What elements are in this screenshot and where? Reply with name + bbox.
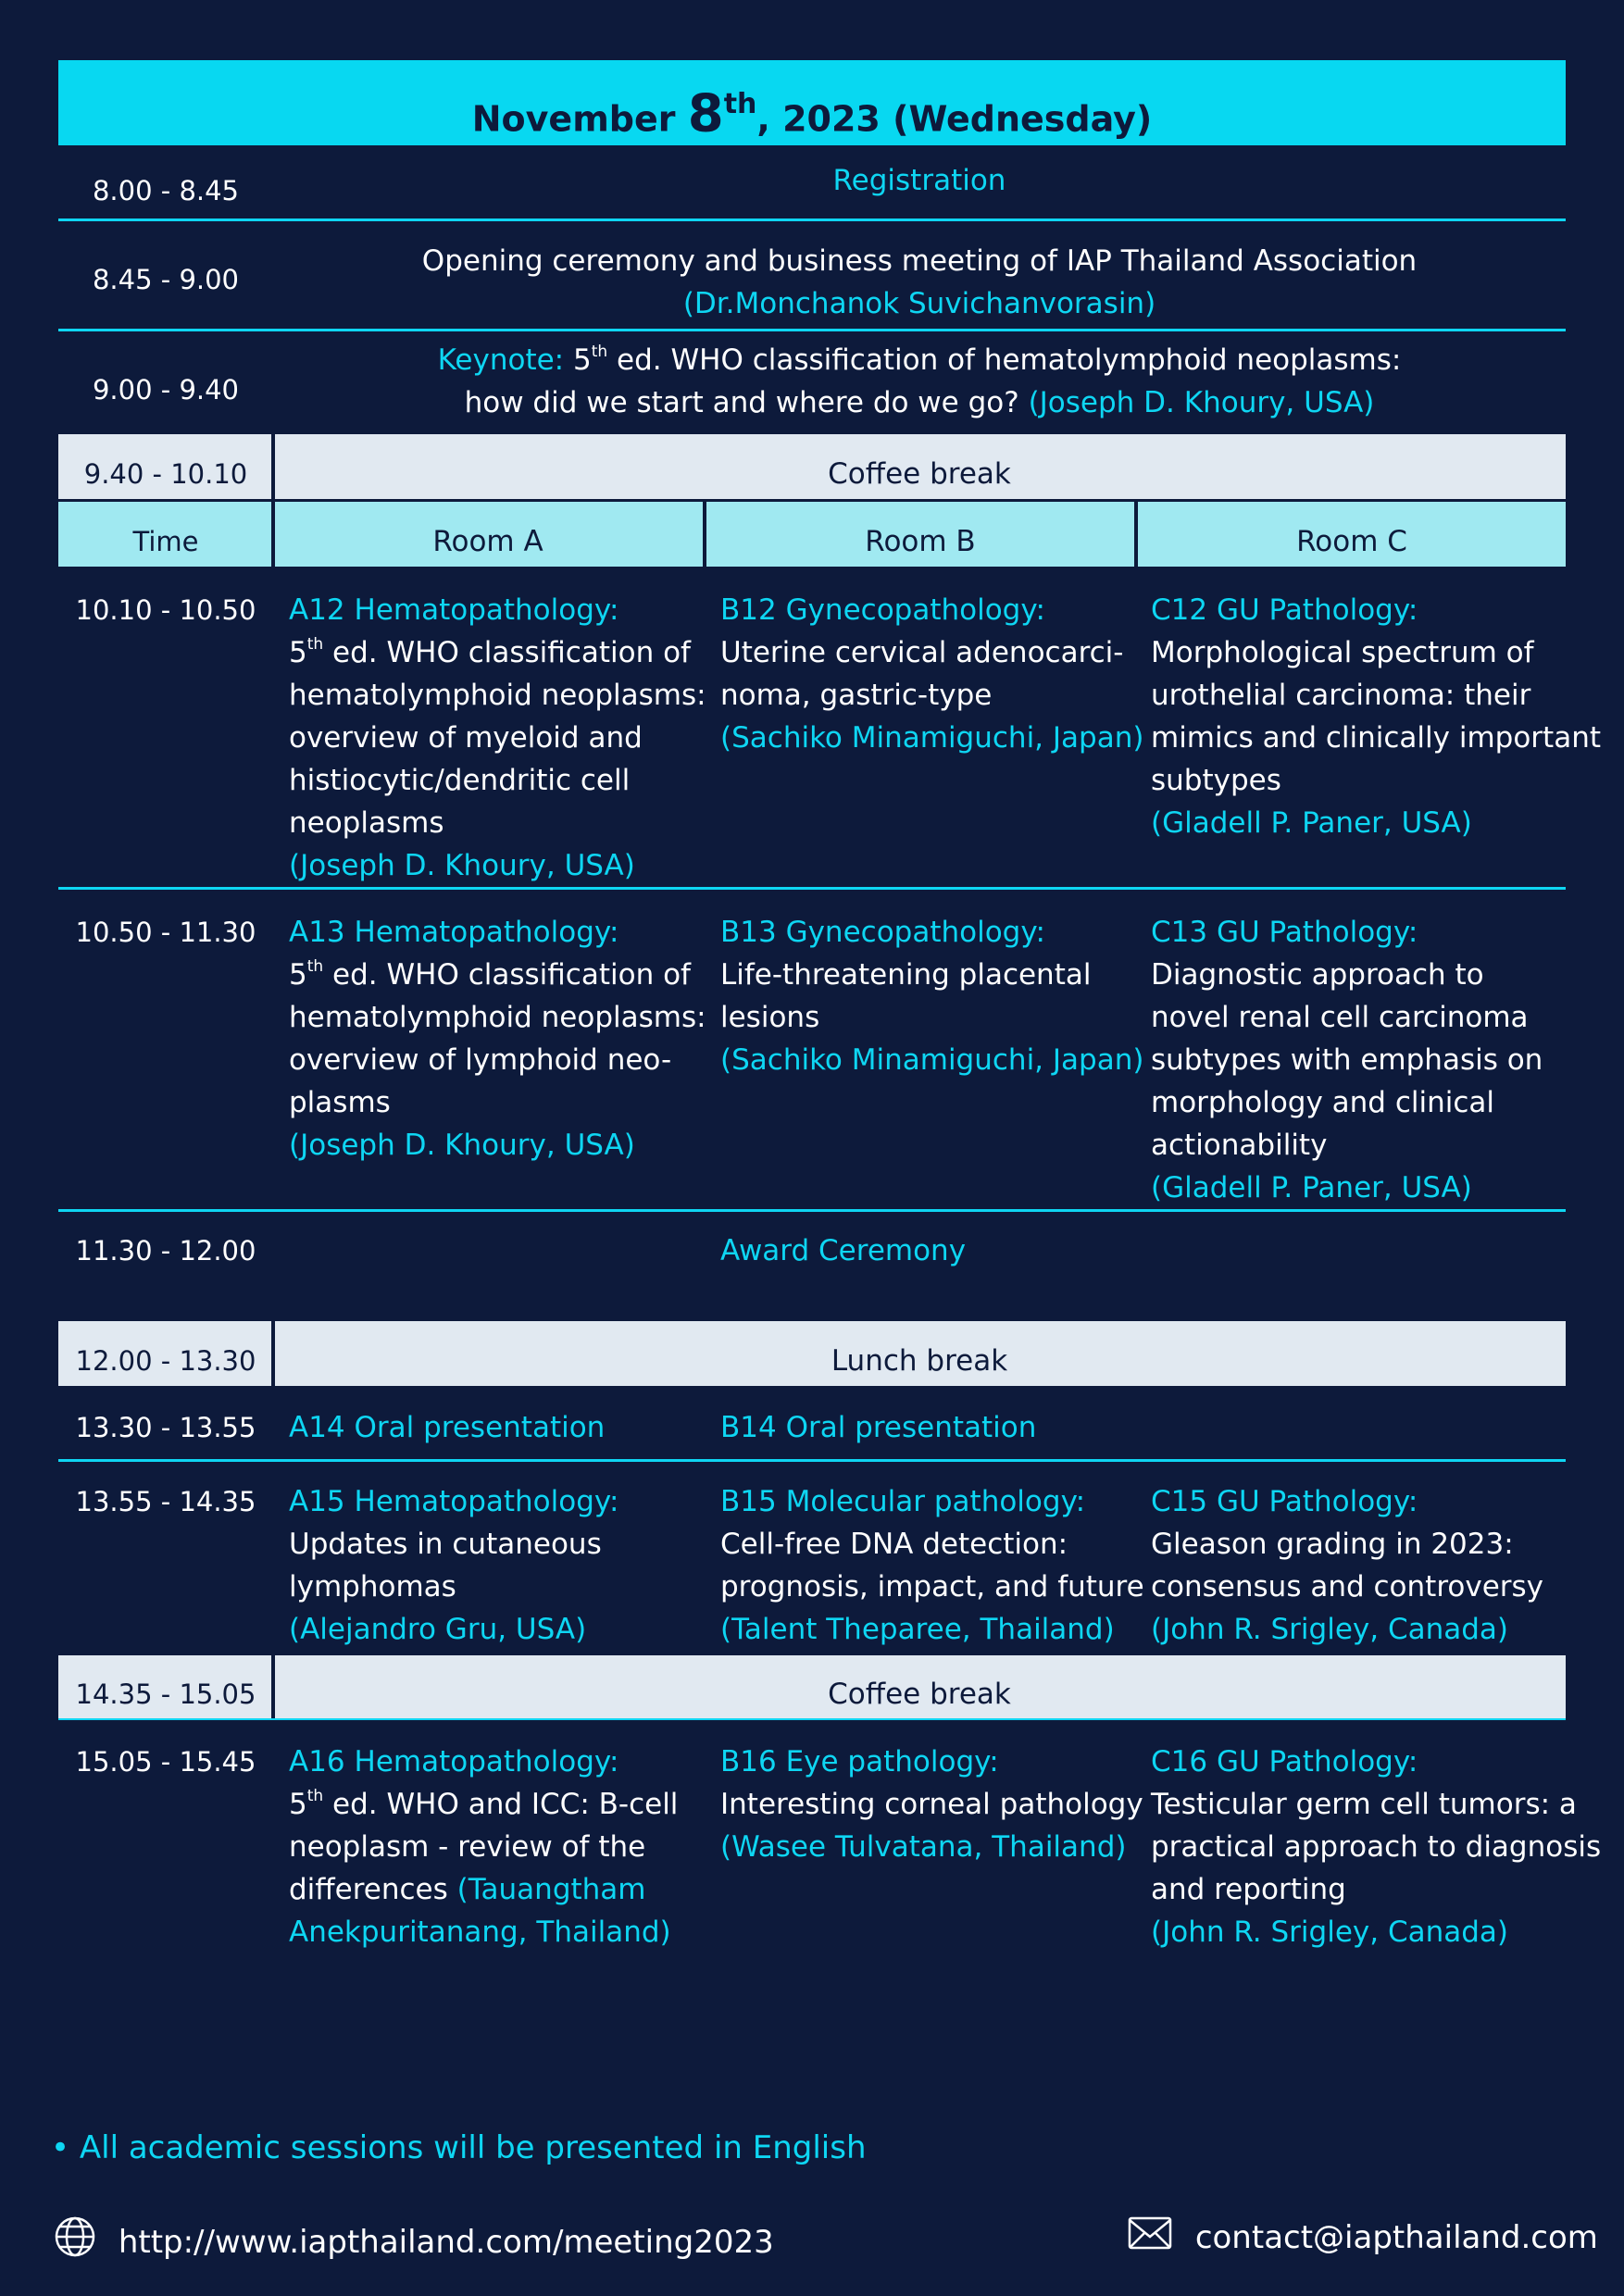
- session-b16: [720, 1741, 1146, 1868]
- oral-a14: A14 Oral presentation: [289, 1411, 606, 1444]
- header-rest: , 2023 (Wednesday): [756, 98, 1153, 140]
- session-text: hematolymphoid neoplasms:: [289, 679, 706, 712]
- session-b13: [720, 911, 1146, 1081]
- column-header-room-b: Room B: [865, 525, 976, 558]
- session-title: A15 Hematopathology:: [289, 1485, 619, 1518]
- session-b12: [720, 589, 1146, 759]
- keynote-label: Keynote:: [437, 343, 565, 377]
- time-label: 9.00 - 9.40: [92, 374, 240, 406]
- divider: [58, 1209, 1566, 1212]
- session-title: B12 Gynecopathology:: [720, 593, 1045, 627]
- time-label: 12.00 - 13.30: [75, 1345, 256, 1377]
- session-text: urothelial carcinoma: their: [1151, 679, 1531, 712]
- row-keynote: [58, 339, 1566, 431]
- globe-icon: [53, 2215, 97, 2272]
- time-label: 15.05 - 15.45: [75, 1746, 256, 1778]
- session-text: novel renal cell carcinoma: [1151, 1001, 1529, 1034]
- website-link[interactable]: [53, 2215, 774, 2272]
- keynote-num: 5: [572, 343, 592, 377]
- session-speaker: (Tauangtham: [456, 1873, 646, 1906]
- session-speaker: (Sachiko Minamiguchi, Japan): [720, 1043, 1144, 1077]
- keynote-num-suffix: th: [591, 342, 608, 361]
- oral-b14: B14 Oral presentation: [720, 1411, 1037, 1444]
- divider: [58, 887, 1566, 890]
- session-text: Gleason grading in 2023:: [1151, 1528, 1514, 1561]
- session-text: morphology and clinical: [1151, 1086, 1495, 1119]
- award-title: Award Ceremony: [720, 1234, 967, 1267]
- session-c13: [1151, 911, 1563, 1209]
- session-text: subtypes with emphasis on: [1151, 1043, 1543, 1077]
- session-text: differences: [289, 1873, 457, 1906]
- session-title: A13 Hematopathology:: [289, 916, 619, 949]
- session-text: ed. WHO classification of: [323, 636, 691, 669]
- session-title: B15 Molecular pathology:: [720, 1485, 1086, 1518]
- session-text: Morphological spectrum of: [1151, 636, 1534, 669]
- session-text: histiocytic/dendritic cell: [289, 764, 631, 797]
- session-title: Coffee break: [828, 457, 1011, 491]
- session-a12: [289, 589, 706, 887]
- session-text: subtypes: [1151, 764, 1281, 797]
- time-label: 13.55 - 14.35: [75, 1486, 256, 1517]
- keynote-speaker: (Joseph D. Khoury, USA): [1028, 386, 1375, 419]
- session-c12: [1151, 589, 1601, 844]
- opening-speaker: (Dr.Monchanok Suvichanvorasin): [682, 287, 1156, 320]
- column-separator: [271, 1321, 275, 1386]
- session-text: prognosis, impact, and future: [720, 1570, 1144, 1603]
- time-label: 9.40 - 10.10: [83, 458, 248, 490]
- session-speaker: Anekpuritanang, Thailand): [289, 1915, 671, 1949]
- header-day: 8: [687, 83, 724, 144]
- session-speaker: (John R. Srigley, Canada): [1151, 1915, 1509, 1949]
- column-separator: [271, 502, 275, 567]
- session-text: overview of myeloid and: [289, 721, 643, 755]
- session-speaker: (Wasee Tulvatana, Thailand): [720, 1830, 1127, 1864]
- session-a15: [289, 1480, 706, 1651]
- column-separator: [703, 502, 706, 567]
- session-text: practical approach to diagnosis: [1151, 1830, 1602, 1864]
- session-speaker: (Joseph D. Khoury, USA): [289, 849, 635, 882]
- keynote-text: [273, 339, 1566, 424]
- session-title: C13 GU Pathology:: [1151, 916, 1418, 949]
- time-label: 8.00 - 8.45: [92, 175, 240, 206]
- session-speaker: (John R. Srigley, Canada): [1151, 1613, 1509, 1646]
- session-title: B16 Eye pathology:: [720, 1745, 999, 1778]
- session-speaker: (Alejandro Gru, USA): [289, 1613, 587, 1646]
- time-label: 11.30 - 12.00: [75, 1235, 256, 1267]
- session-text: Cell-free DNA detection:: [720, 1528, 1068, 1561]
- row-room-header: [58, 502, 1566, 567]
- session-text: Interesting corneal pathology: [720, 1788, 1143, 1821]
- row-coffee-break: [58, 434, 1566, 499]
- session-title: Registration: [832, 164, 1006, 197]
- session-title: Coffee break: [828, 1678, 1011, 1711]
- time-label: 10.50 - 11.30: [75, 917, 256, 948]
- session-title: C16 GU Pathology:: [1151, 1745, 1418, 1778]
- keynote-line2: how did we start and where do we go?: [464, 386, 1019, 419]
- edition-num: 5: [289, 636, 307, 669]
- session-text: neoplasms: [289, 806, 444, 840]
- keynote-line1: ed. WHO classification of hematolymphoid neoplasms:: [607, 343, 1402, 377]
- session-title: C12 GU Pathology:: [1151, 593, 1418, 627]
- edition-suffix: th: [306, 1786, 324, 1805]
- header-month: November: [471, 98, 676, 140]
- session-title: A16 Hematopathology:: [289, 1745, 619, 1778]
- time-label: 14.35 - 15.05: [75, 1678, 256, 1710]
- session-text: Testicular germ cell tumors: a: [1151, 1788, 1577, 1821]
- session-text: consensus and controversy: [1151, 1570, 1544, 1603]
- divider: [58, 329, 1566, 331]
- session-text: Life-threatening placental: [720, 958, 1092, 992]
- session-b15: [720, 1480, 1146, 1651]
- column-header-room-c: Room C: [1296, 525, 1407, 558]
- time-label: 8.45 - 9.00: [92, 264, 240, 295]
- session-title: A12 Hematopathology:: [289, 593, 619, 627]
- divider: [58, 1718, 1566, 1720]
- session-text: lymphomas: [289, 1570, 456, 1603]
- edition-num: 5: [289, 1788, 307, 1821]
- session-text: neoplasm - review of the: [289, 1830, 646, 1864]
- session-text: overview of lymphoid neo-: [289, 1043, 672, 1077]
- time-label: 13.30 - 13.55: [75, 1412, 256, 1443]
- session-title: C15 GU Pathology:: [1151, 1485, 1418, 1518]
- edition-num: 5: [289, 958, 307, 992]
- email-link[interactable]: [1128, 2215, 1598, 2263]
- divider: [58, 1459, 1566, 1462]
- language-note: • All academic sessions will be presented in English: [51, 2129, 867, 2166]
- session-text: actionability: [1151, 1129, 1328, 1162]
- column-separator: [271, 1655, 275, 1718]
- column-header-time: Time: [132, 526, 199, 557]
- session-text: ed. WHO and ICC: B-cell: [323, 1788, 679, 1821]
- session-speaker: (Gladell P. Paner, USA): [1151, 806, 1472, 840]
- row-lunch-break: [58, 1321, 1566, 1386]
- session-a13: [289, 911, 706, 1167]
- session-text: plasms: [289, 1086, 391, 1119]
- session-a16: [289, 1741, 706, 1953]
- session-text: noma, gastric-type: [720, 679, 993, 712]
- column-header-room-a: Room A: [432, 525, 543, 558]
- opening-title: Opening ceremony and business meeting of IAP Thailand Association: [421, 244, 1418, 278]
- session-speaker: (Gladell P. Paner, USA): [1151, 1171, 1472, 1204]
- session-text: Diagnostic approach to: [1151, 958, 1484, 992]
- edition-suffix: th: [306, 634, 324, 654]
- email-address[interactable]: contact@iapthailand.com: [1194, 2219, 1598, 2256]
- edition-suffix: th: [306, 956, 324, 976]
- date-header: [58, 60, 1566, 145]
- session-speaker: (Joseph D. Khoury, USA): [289, 1129, 635, 1162]
- row-registration: [58, 164, 1566, 216]
- session-text: and reporting: [1151, 1873, 1346, 1906]
- row-opening: [58, 240, 1566, 329]
- session-text: mimics and clinically important: [1151, 721, 1601, 755]
- session-c16: [1151, 1741, 1602, 1953]
- session-text: Uterine cervical adenocarci-: [720, 636, 1124, 669]
- session-text: ed. WHO classification of: [323, 958, 691, 992]
- session-text: Updates in cutaneous: [289, 1528, 602, 1561]
- column-separator: [271, 434, 275, 499]
- session-title: Lunch break: [831, 1344, 1008, 1378]
- divider: [58, 218, 1566, 221]
- session-speaker: (Talent Theparee, Thailand): [720, 1613, 1115, 1646]
- session-speaker: (Sachiko Minamiguchi, Japan): [720, 721, 1144, 755]
- session-text: hematolymphoid neoplasms:: [289, 1001, 706, 1034]
- session-text: lesions: [720, 1001, 820, 1034]
- time-label: 10.10 - 10.50: [75, 594, 256, 626]
- envelope-icon: [1128, 2216, 1172, 2263]
- column-separator: [1134, 502, 1138, 567]
- session-c15: [1151, 1480, 1563, 1651]
- session-title: B13 Gynecopathology:: [720, 916, 1045, 949]
- row-coffee-break: [58, 1655, 1566, 1718]
- website-url[interactable]: http://www.iapthailand.com/meeting2023: [118, 2223, 774, 2261]
- header-day-suffix: th: [723, 88, 757, 120]
- session-title: [273, 240, 1566, 325]
